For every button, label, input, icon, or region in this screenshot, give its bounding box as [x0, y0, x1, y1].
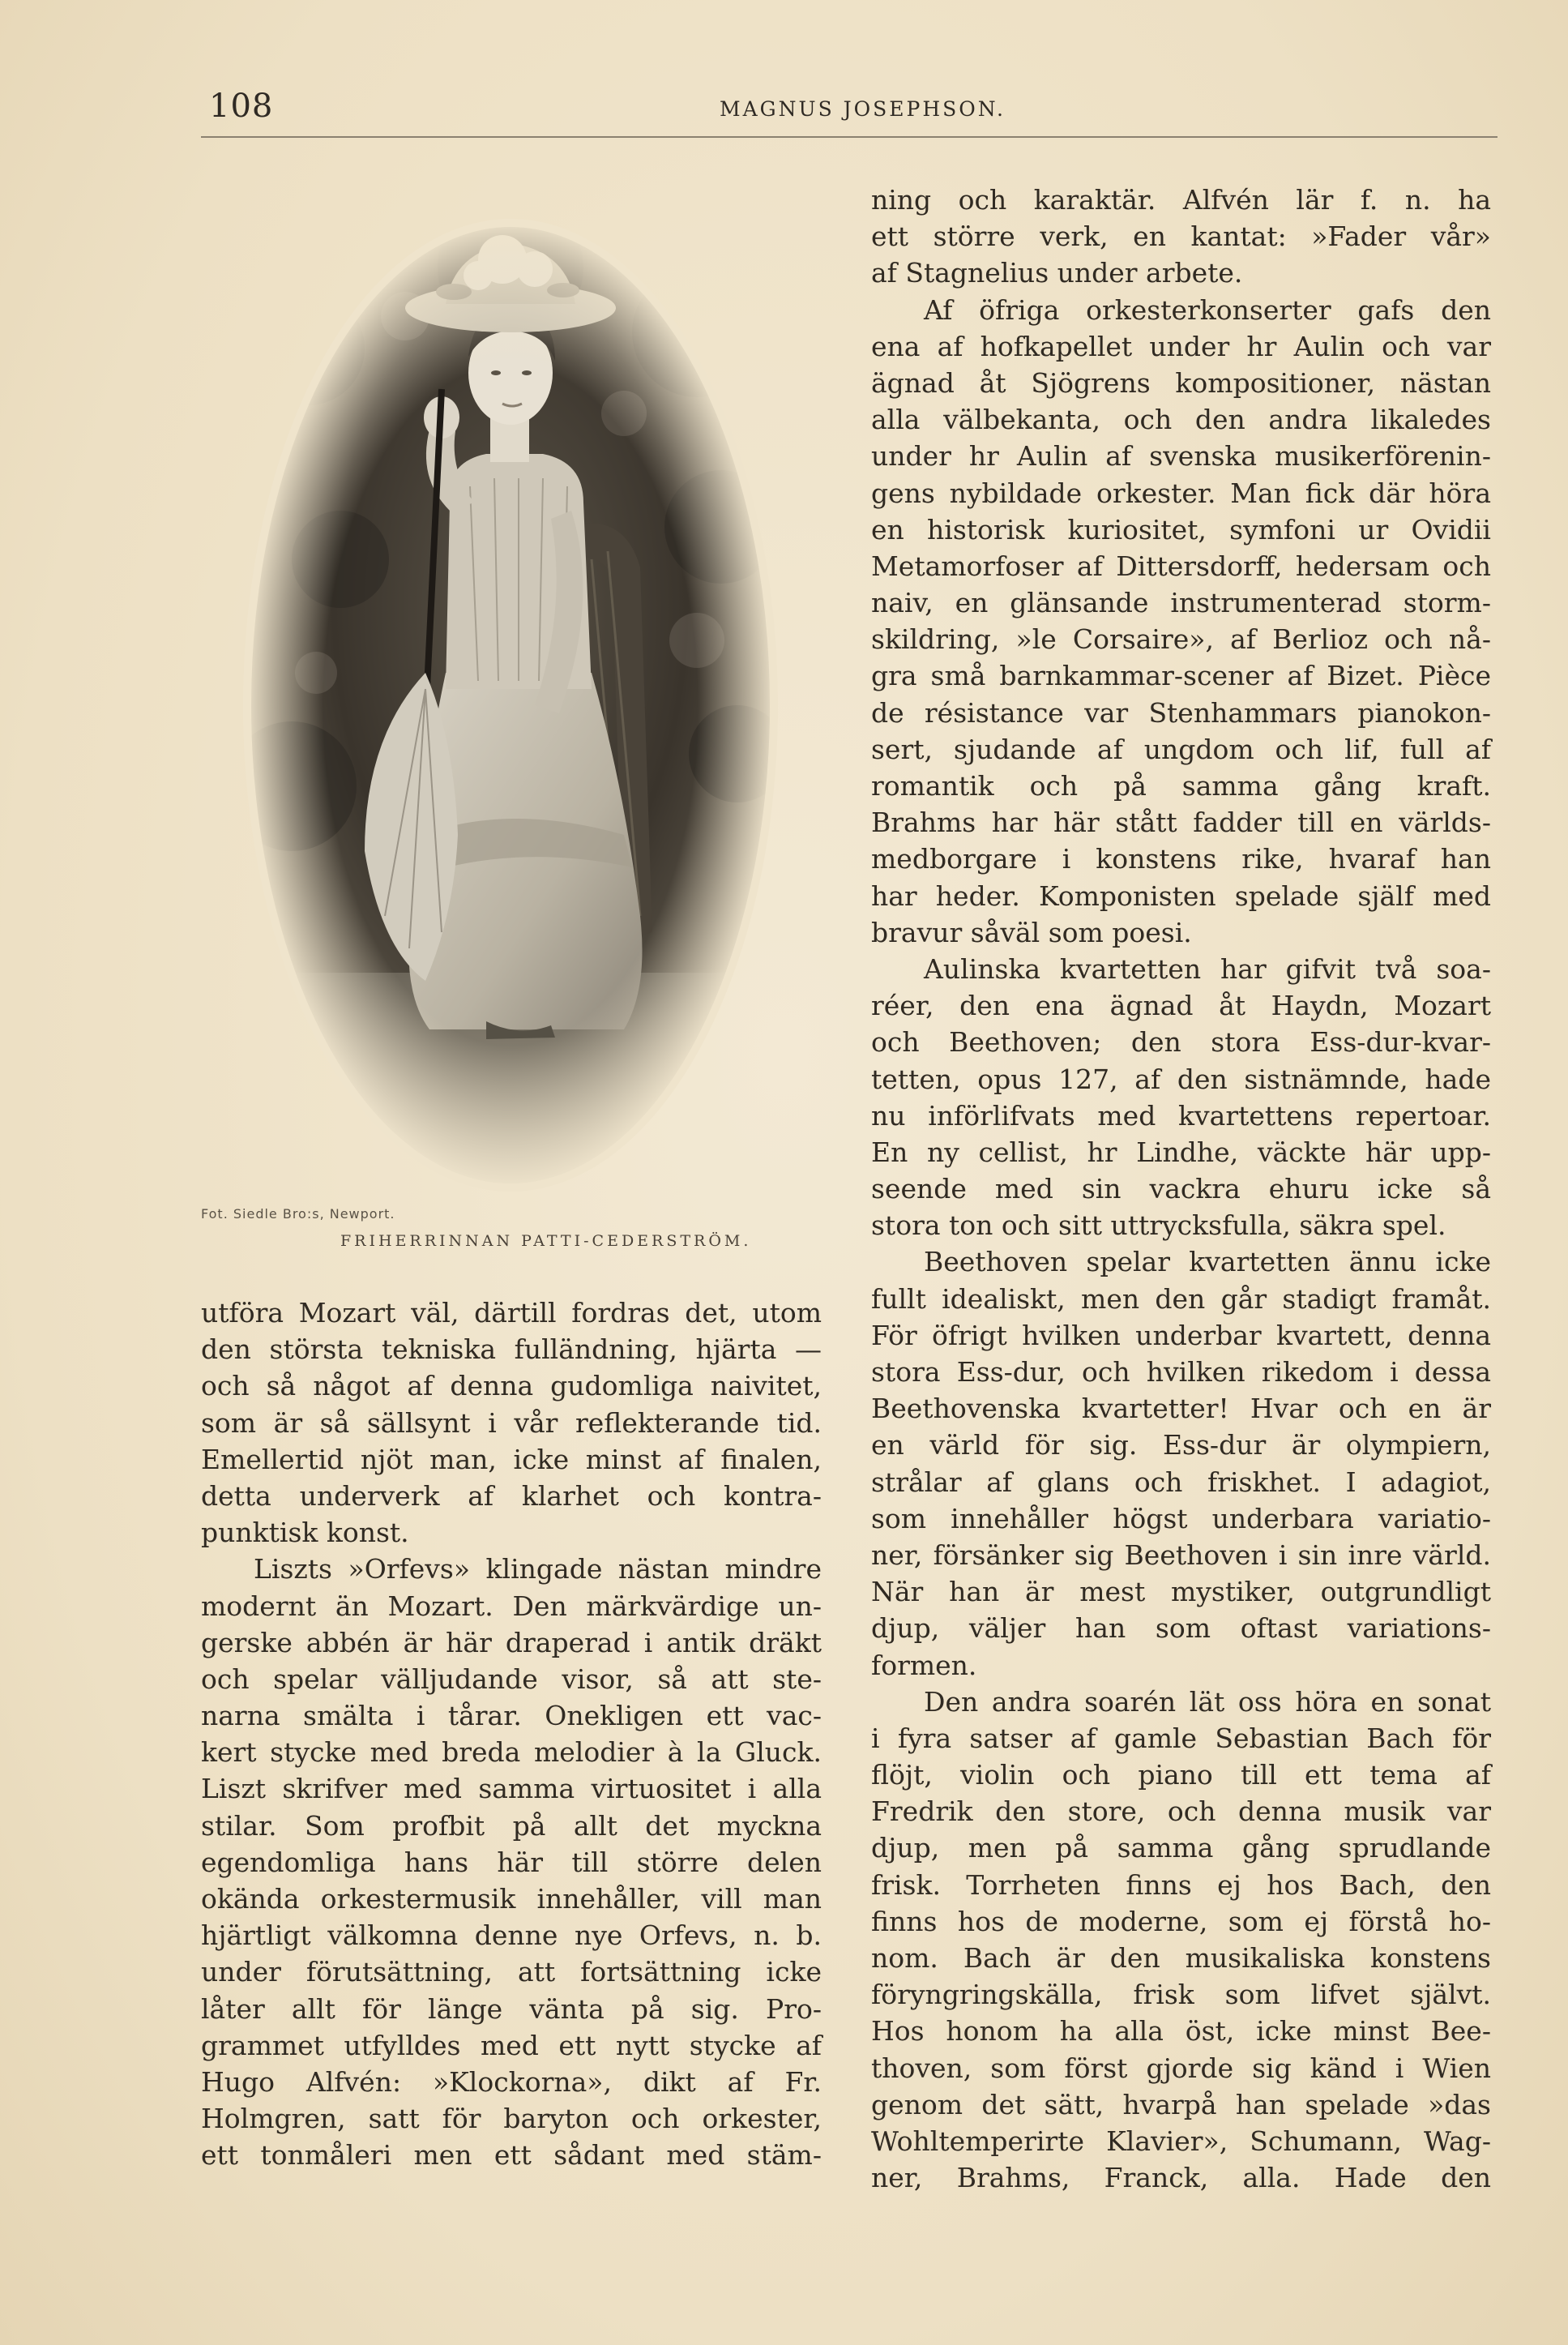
text-line: strålar af glans och friskhet. I adagiot, — [871, 1466, 1491, 1498]
text-line: ning och karaktär. Alfvén lär f. n. ha — [871, 184, 1491, 216]
header-rule — [201, 136, 1498, 138]
text-line: Aulinska kvartetten har gifvit två soa- — [924, 952, 1491, 985]
left-text-column — [201, 1294, 822, 2174]
text-line: romantik och på samma gång kraft. — [871, 770, 1491, 802]
text-line: finns hos de moderne, som ej förstå ho- — [871, 1905, 1491, 1937]
text-line: har heder. Komponisten spelade själf med — [871, 879, 1491, 912]
text-line: seende med sin vackra ehuru icke så — [871, 1173, 1491, 1205]
page-header — [201, 88, 1498, 136]
text-line: grammet utfylldes med ett nytt stycke af — [201, 2029, 822, 2061]
text-line: frisk. Torrheten finns ej hos Bach, den — [871, 1868, 1491, 1901]
text-line: bravur såväl som poesi. — [871, 916, 1192, 948]
text-line: Beethoven spelar kvartetten ännu icke — [924, 1246, 1491, 1278]
text-line: medborgare i konstens rike, hvaraf han — [871, 843, 1491, 875]
portrait-photo — [243, 219, 778, 1192]
text-line: föryngringskälla, frisk som lifvet självt. — [871, 1979, 1491, 2011]
text-line: Liszts »Orfevs» klingade nästan mindre — [254, 1553, 822, 1585]
text-line: djup, väljer han som oftast variations- — [871, 1612, 1491, 1645]
text-line: sert, sjudande af ungdom och lif, full af — [871, 733, 1491, 765]
text-line: Emellertid njöt man, icke minst af finalen, — [201, 1443, 822, 1475]
text-line: som är så sällsynt i vår reflekterande tid. — [201, 1406, 822, 1439]
figure-caption: FRIHERRINNAN PATTI-CEDERSTRÖM. — [340, 1232, 752, 1250]
text-line: en värld för sig. Ess-dur är olympiern, — [871, 1429, 1491, 1461]
text-line: Liszt skrifver med samma virtuositet i alla — [201, 1773, 822, 1805]
text-line: punktisk konst. — [201, 1517, 409, 1549]
text-line: Brahms har här stått fadder till en världs- — [871, 807, 1491, 839]
text-line: formen. — [871, 1649, 977, 1681]
text-line: narna smälta i tårar. Onekligen ett vac- — [201, 1700, 822, 1732]
text-line: djup, men på samma gång sprudlande — [871, 1832, 1491, 1864]
text-line: naiv, en glänsande instrumenterad storm- — [871, 587, 1491, 619]
text-line: gens nybildade orkester. Man fick där höra — [871, 477, 1491, 509]
text-line: modernt än Mozart. Den märkvärdige un- — [201, 1590, 822, 1622]
text-line: detta underverk af klarhet och kontra- — [201, 1479, 822, 1512]
text-line: Hos honom ha alla öst, icke minst Bee- — [871, 2015, 1491, 2048]
text-line: Beethovenska kvartetter! Hvar och en är — [871, 1393, 1491, 1425]
text-line: nom. Bach är den musikaliska konstens — [871, 1942, 1491, 1974]
right-text-column — [871, 182, 1491, 2196]
text-line: och Beethoven; den stora Ess-dur-kvar- — [871, 1026, 1491, 1059]
photo-credit: Fot. Siedle Bro:s, Newport. — [201, 1206, 395, 1222]
text-line: under förutsättning, att fortsättning icke — [201, 1956, 822, 1988]
text-line: Fredrik den store, och denna musik var — [871, 1795, 1491, 1828]
text-line: och så något af denna gudomliga naivitet, — [201, 1370, 822, 1402]
text-line: réer, den ena ägnad åt Haydn, Mozart — [871, 990, 1491, 1022]
text-line: Af öfriga orkesterkonserter gafs den — [924, 293, 1491, 326]
page-number: 108 — [209, 88, 274, 125]
text-line: genom det sätt, hvarpå han spelade »das — [871, 2088, 1491, 2120]
text-line: ett större verk, en kantat: »Fader vår» — [871, 220, 1491, 253]
text-line: den största tekniska fulländning, hjärta — — [201, 1333, 822, 1366]
text-line: alla välbekanta, och den andra likaledes — [871, 404, 1491, 436]
text-line: stilar. Som profbit på allt det myckna — [201, 1809, 822, 1842]
running-head: MAGNUS JOSEPHSON. — [720, 97, 1006, 121]
text-line: Wohltemperirte Klavier», Schumann, Wag- — [871, 2125, 1491, 2157]
text-line: ett tonmåleri men ett sådant med stäm- — [201, 2139, 822, 2172]
text-line: Holmgren, satt för baryton och orkester, — [201, 2103, 822, 2135]
text-line: thoven, som först gjorde sig känd i Wien — [871, 2052, 1491, 2084]
text-line: ena af hofkapellet under hr Aulin och var — [871, 330, 1491, 362]
text-line: fullt idealiskt, men den går stadigt framåt. — [871, 1282, 1491, 1315]
text-line: nu införlifvats med kvartettens repertoar. — [871, 1099, 1491, 1132]
text-line: Den andra soarén lät oss höra en sonat — [924, 1685, 1491, 1718]
text-line: de résistance var Stenhammars pianokon- — [871, 696, 1491, 729]
text-line: skildring, »le Corsaire», af Berlioz och nå- — [871, 623, 1491, 656]
text-line: För öfrigt hvilken underbar kvartett, denna — [871, 1319, 1491, 1351]
text-line: af Stagnelius under arbete. — [871, 257, 1243, 289]
text-line: gerske abbén är här draperad i antik dräkt — [201, 1626, 822, 1658]
text-line: stora ton och sitt uttrycksfulla, säkra spel. — [871, 1209, 1446, 1242]
text-line: Metamorfoser af Dittersdorff, hedersam och — [871, 550, 1491, 582]
text-line: i fyra satser af gamle Sebastian Bach för — [871, 1722, 1491, 1754]
text-line: och spelar välljudande visor, så att ste- — [201, 1662, 822, 1695]
text-line: ner, försänker sig Beethoven i sin inre värld. — [871, 1538, 1491, 1571]
text-line: gra små barnkammar-scener af Bizet. Pièce — [871, 660, 1491, 692]
text-line: egendomliga hans här till större delen — [201, 1846, 822, 1878]
text-line: utföra Mozart väl, därtill fordras det, utom — [201, 1297, 822, 1329]
text-line: ner, Brahms, Franck, alla. Hade den — [871, 2162, 1491, 2194]
text-line: När han är mest mystiker, outgrundligt — [871, 1576, 1491, 1608]
text-line: En ny cellist, hr Lindhe, väckte här upp- — [871, 1136, 1491, 1168]
text-line: flöjt, violin och piano till ett tema af — [871, 1759, 1491, 1791]
text-line: hjärtligt välkomna denne nye Orfevs, n. b. — [201, 1919, 822, 1952]
text-line: under hr Aulin af svenska musikerförenin- — [871, 440, 1491, 473]
text-line: som innehåller högst underbara variatio- — [871, 1502, 1491, 1534]
text-line: en historisk kuriositet, symfoni ur Ovidii — [871, 513, 1491, 546]
text-line: stora Ess-dur, och hvilken rikedom i dessa — [871, 1356, 1491, 1388]
text-line: låter allt för länge vänta på sig. Pro- — [201, 1992, 822, 2025]
text-line: okända orkestermusik innehåller, vill man — [201, 1883, 822, 1915]
text-line: Hugo Alfvén: »Klockorna», dikt af Fr. — [201, 2065, 822, 2098]
text-line: tetten, opus 127, af den sistnämnde, hade — [871, 1063, 1491, 1095]
text-line: ägnad åt Sjögrens kompositioner, nästan — [871, 366, 1491, 399]
text-line: kert stycke med breda melodier à la Gluck. — [201, 1736, 822, 1769]
